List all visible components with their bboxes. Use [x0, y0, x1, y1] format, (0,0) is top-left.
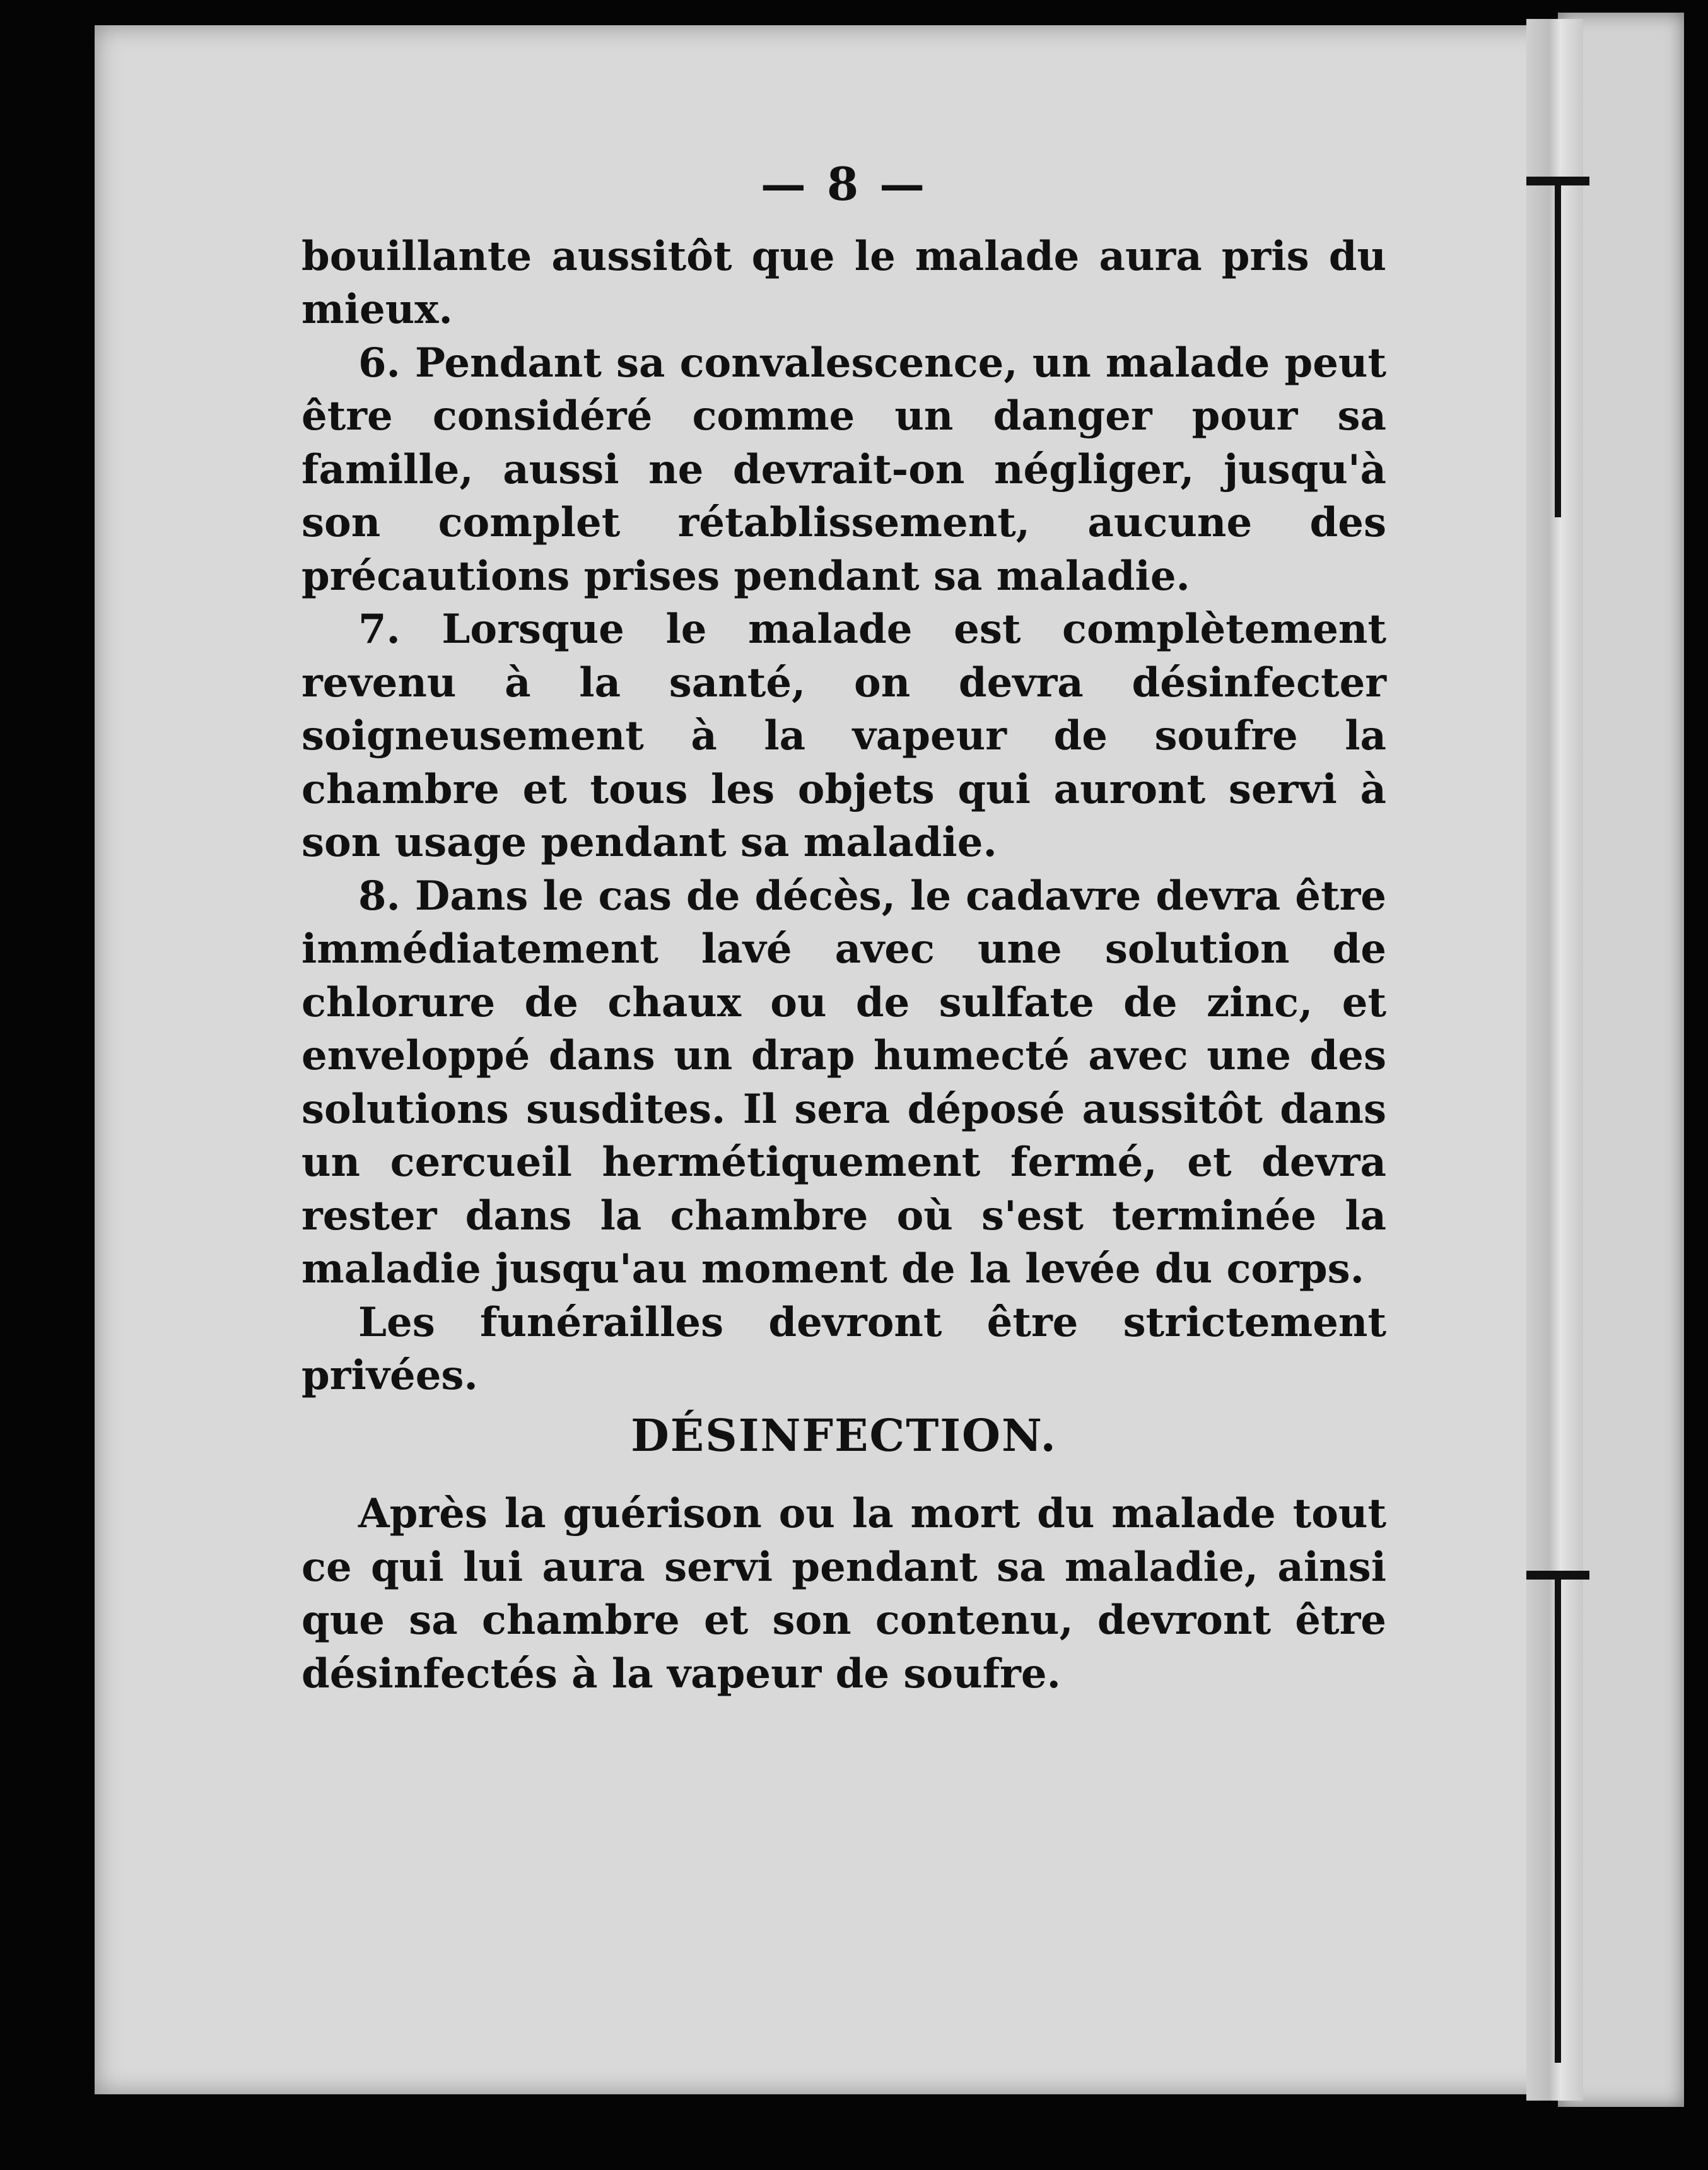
paragraph-funerals: Les funérailles devront être strictement privées. [301, 1298, 1386, 1399]
paragraph-disinfection: Après la guérison ou la mort du malade tout ce qui lui aura servi pendant sa maladie, ainsi que sa chambre et son contenu, devront être désinfectés à la vapeur de soufre. [301, 1490, 1386, 1698]
paragraph-6: 6. Pendant sa convalescence, un malade peut être considéré comme un danger pour sa famille, aussi ne devrait-on négliger, jusqu'à son complet rétablissement, aucune des précautions prises pendant sa maladie. [301, 339, 1386, 600]
paragraph-continued: bouillante aussitôt que le malade aura pris du mieux. [301, 232, 1386, 333]
binding-stitch-icon [1555, 1571, 1561, 2063]
page-number: — 8 — [760, 157, 928, 211]
paragraph-7: 7. Lorsque le malade est complètement revenu à la santé, on devra désinfecter soigneusement à la vapeur de soufre la chambre et tous les objets qui auront servi à son usage pendant sa maladie. [301, 606, 1386, 866]
binding-stitch-icon [1555, 177, 1561, 517]
page-text [301, 158, 1386, 1701]
paragraph-8: 8. Dans le cas de décès, le cadavre devra être immédiatement lavé avec une solution de chlorure de chaux ou de sulfate de zinc, et enveloppé dans un drap humecté avec une des solutions susdites. Il sera déposé aussitôt dans un cercueil hermétiquement fermé, et devra rester dans la chambre où s'est terminée la maladie jusqu'au moment de la levée du corps. [301, 872, 1386, 1293]
section-heading: DÉSINFECTION. [631, 1409, 1057, 1462]
